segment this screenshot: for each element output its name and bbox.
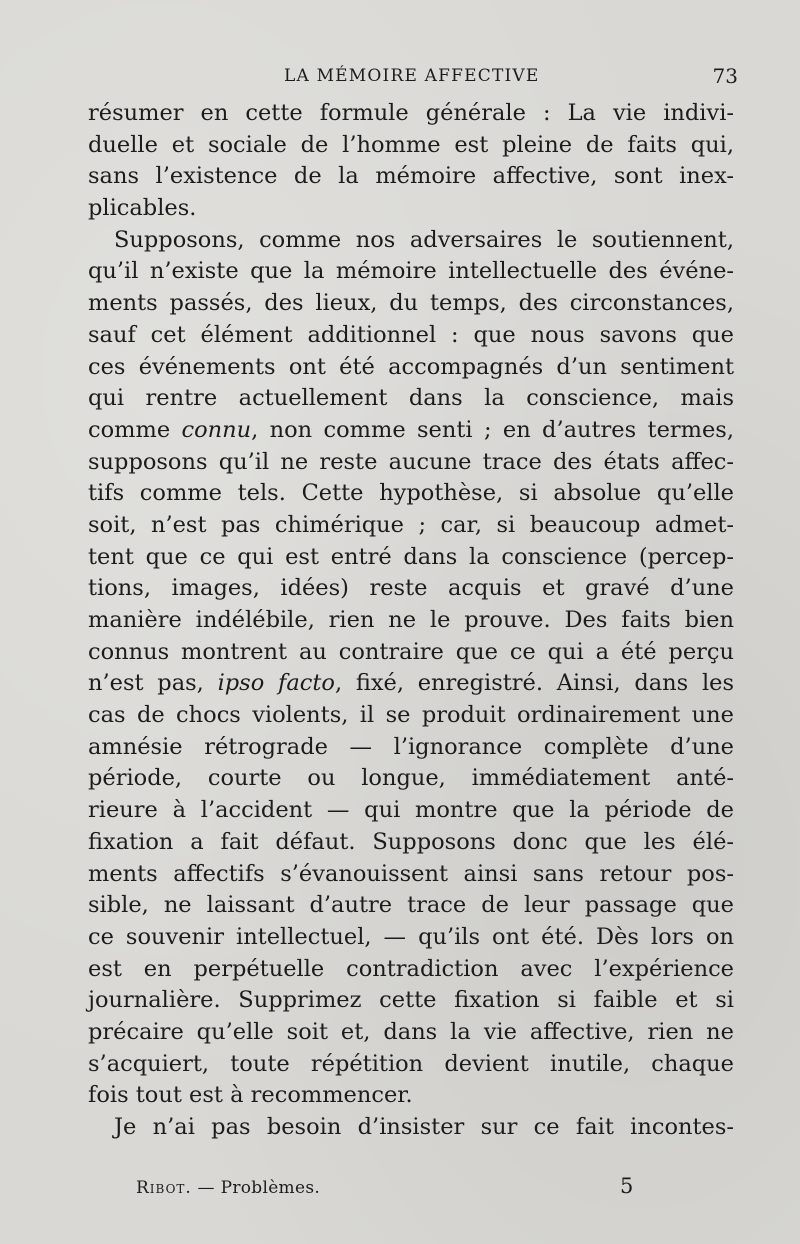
italic-term: ipso facto <box>217 670 335 697</box>
footer-author: Ribot. <box>136 1178 192 1198</box>
text-line: sible, ne laissant d’autre trace de leur passage que <box>88 892 734 919</box>
printer-signature-mark: 5 <box>620 1174 634 1198</box>
text-line: ments passés, des lieux, du temps, des circonstances, <box>88 290 734 317</box>
text-line: résumer en cette formule générale : La vie indivi- <box>88 100 734 126</box>
text-line: sans l’existence de la mémoire affective, sont inex- <box>88 163 734 190</box>
text-line: rieure à l’accident — qui montre que la période de <box>88 797 734 824</box>
text-line: précaire qu’elle soit et, dans la vie affective, rien ne <box>88 1018 734 1045</box>
text-line: plicables. <box>88 195 197 222</box>
text-line: tent que ce qui est entré dans la conscience (percep- <box>88 543 734 570</box>
italic-term: connu <box>181 416 252 443</box>
text-line: ces événements ont été accompagnés d’un sentiment <box>88 353 734 380</box>
running-title: LA MÉMOIRE AFFECTIVE <box>284 66 540 86</box>
text-line <box>88 415 734 447</box>
text-segment: comme <box>88 416 182 443</box>
footer-signature-line <box>136 1178 320 1198</box>
text-line: tions, images, idées) reste acquis et gravé d’une <box>88 575 734 602</box>
text-line: supposons qu’il ne reste aucune trace des états affec- <box>88 448 734 475</box>
text-line <box>88 668 734 700</box>
text-line: Supposons, comme nos adversaires le soutiennent, <box>114 226 734 253</box>
text-line: est en perpétuelle contradiction avec l’expérience <box>88 955 734 982</box>
text-line: ments affectifs s’évanouissent ainsi sans retour pos- <box>88 860 734 887</box>
text-line: fois tout est à recommencer. <box>88 1082 413 1109</box>
text-line: qui rentre actuellement dans la conscience, mais <box>88 385 734 412</box>
text-segment: n’est pas, <box>88 670 218 697</box>
text-line: connus montrent au contraire que ce qui a été perçu <box>88 638 734 665</box>
text-line: s’acquiert, toute répétition devient inutile, chaque <box>88 1050 734 1077</box>
text-line: période, courte ou longue, immédiatement anté- <box>88 765 734 792</box>
text-line: duelle et sociale de l’homme est pleine de faits qui, <box>88 131 734 158</box>
text-line: soit, n’est pas chimérique ; car, si beaucoup admet- <box>88 511 734 538</box>
text-line: amnésie rétrograde — l’ignorance complète d’une <box>88 733 734 760</box>
text-segment: , non comme senti ; en d’autres termes, <box>251 416 734 443</box>
text-line: manière indélébile, rien ne le prouve. Des faits bien <box>88 607 734 633</box>
text-line: qu’il n’existe que la mémoire intellectuelle des événe- <box>88 258 734 285</box>
page-number: 73 <box>712 64 738 88</box>
text-line: tifs comme tels. Cette hypothèse, si absolue qu’elle <box>88 480 734 507</box>
text-line: cas de chocs violents, il se produit ordinairement une <box>88 702 734 729</box>
body-text <box>88 98 734 1144</box>
footer-short-title: Problèmes. <box>220 1178 321 1198</box>
footer-separator: — <box>197 1178 215 1198</box>
text-line: journalière. Supprimez cette fixation si faible et si <box>88 987 734 1014</box>
text-line: fixation a fait défaut. Supposons donc que les élé- <box>88 828 734 855</box>
text-line: Je n’ai pas besoin d’insister sur ce fait incontes- <box>114 1114 734 1140</box>
text-line: sauf cet élément additionnel : que nous savons que <box>88 321 734 348</box>
text-line: ce souvenir intellectuel, — qu’ils ont été. Dès lors on <box>88 923 734 950</box>
text-segment: , fixé, enregistré. Ainsi, dans les <box>334 670 735 697</box>
